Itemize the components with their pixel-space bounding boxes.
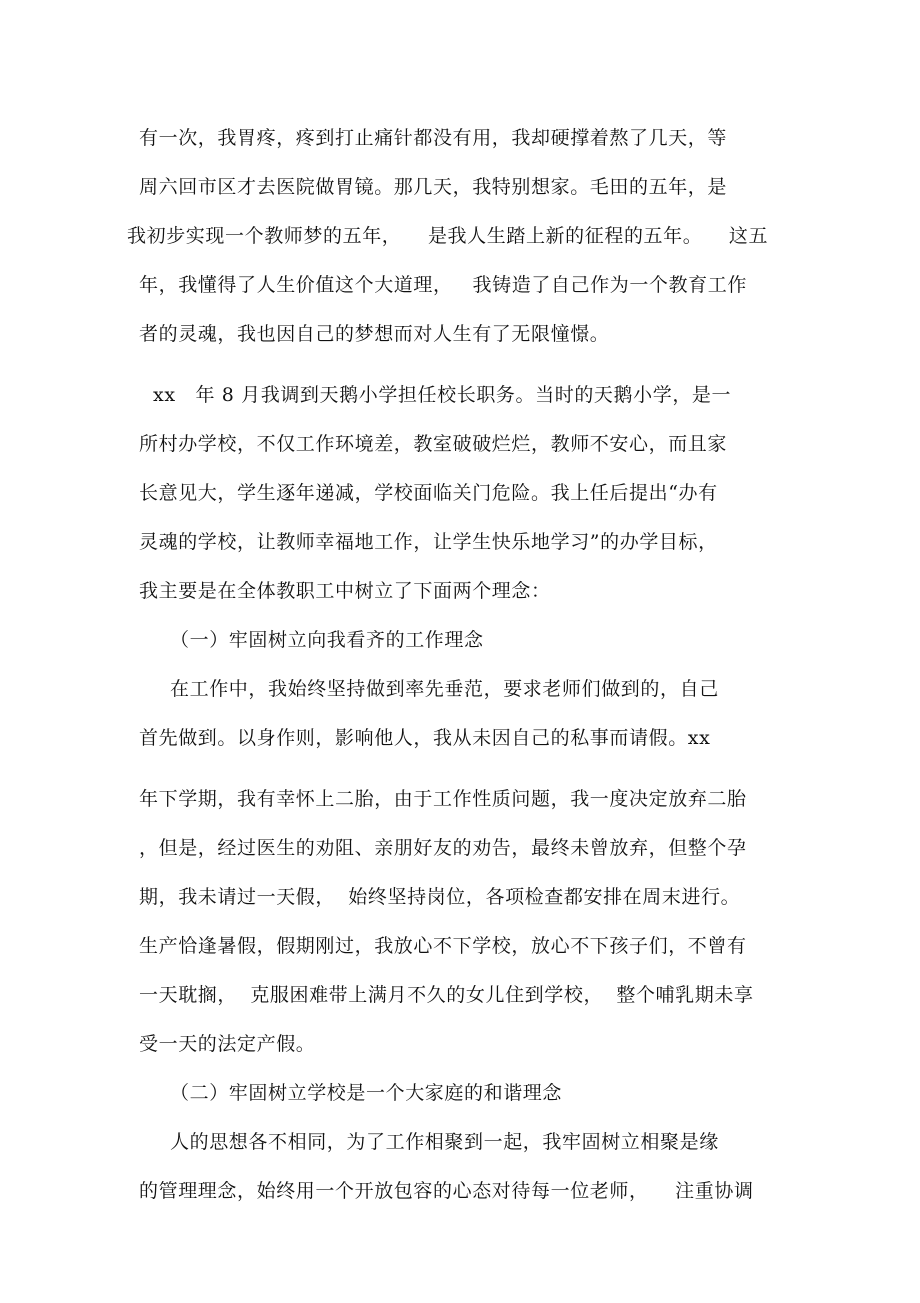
text-line: 一天耽搁， 克服困难带上满月不久的女儿住到学校， 整个哺乳期未享 <box>139 984 754 1006</box>
text-line: 受一天的法定产假。 <box>139 1033 316 1055</box>
text-line: 周六回市区才去医院做胃镜。那几天，我特别想家。毛田的五年，是 <box>139 176 728 198</box>
text-line: 有一次，我胃疼，疼到打止痛针都没有用，我却硬撑着熬了几天，等 <box>139 127 728 149</box>
text-line: 生产恰逢暑假，假期刚过，我放心不下学校，放心不下孩子们，不曾有 <box>139 935 747 957</box>
text-line: 期，我未请过一天假， 始终坚持岗位，各项检查都安排在周末进行。 <box>139 886 741 908</box>
text-line: 首先做到。以身作则，影响他人，我从未因自己的私事而请假。xx <box>139 727 711 749</box>
text-line: 我初步实现一个教师梦的五年， 是我人生踏上新的征程的五年。 这五 <box>127 225 769 247</box>
text-line: 我主要是在全体教职工中树立了下面两个理念： <box>139 580 551 602</box>
text-line: 长意见大，学生逐年递减，学校面临关门危险。我上任后提出“办有 <box>139 482 718 504</box>
text-line: 的管理理念，始终用一个开放包容的心态对待每一位老师， 注重协调 <box>139 1180 754 1202</box>
section-heading: （二）牢固树立学校是一个大家庭的和谐理念 <box>170 1082 563 1104</box>
text-line: 年下学期，我有幸怀上二胎，由于工作性质问题，我一度决定放弃二胎 <box>139 788 747 810</box>
section-heading: （一）牢固树立向我看齐的工作理念 <box>170 629 484 651</box>
text-line: xx 年 8 月我调到天鹅小学担任校长职务。当时的天鹅小学，是一 <box>153 384 732 406</box>
text-line: 灵魂的学校，让教师幸福地工作，让学生快乐地学习”的办学目标， <box>139 531 718 553</box>
text-line: 在工作中，我始终坚持做到率先垂范，要求老师们做到的，自己 <box>170 678 719 700</box>
text-line: 所村办学校，不仅工作环境差，教室破破烂烂，教师不安心，而且家 <box>139 433 728 455</box>
text-line: 者的灵魂，我也因自己的梦想而对人生有了无限憧憬。 <box>139 323 610 345</box>
text-line: ，但是，经过医生的劝阻、亲朋好友的劝告，最终未曾放弃，但整个孕 <box>139 837 747 859</box>
text-line: 年，我懂得了人生价值这个大道理， 我铸造了自己作为一个教育工作 <box>139 274 747 296</box>
text-line: 人的思想各不相同，为了工作相聚到一起，我牢固树立相聚是缘 <box>170 1131 719 1153</box>
